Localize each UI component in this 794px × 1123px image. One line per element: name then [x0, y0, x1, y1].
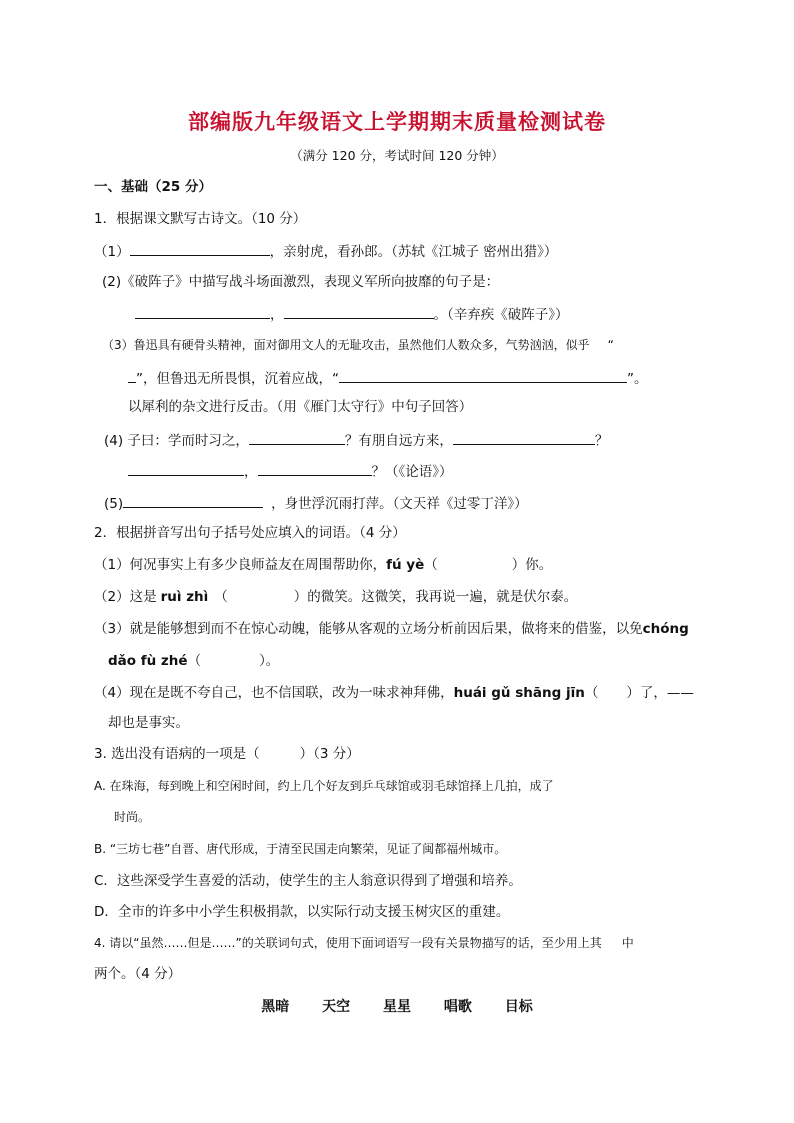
q1-item-3-line2	[128, 368, 648, 388]
separator: ，	[270, 307, 284, 323]
q2-item-4-line2: 却也是事实。	[108, 715, 189, 731]
answer-blank[interactable]	[123, 493, 263, 508]
bracket-open: （	[214, 589, 228, 605]
word-item: 黑暗	[261, 999, 290, 1015]
item-text: （1）何况事实上有多少良师益友在周围帮助你，	[94, 557, 387, 573]
q3-option-d: D．全市的许多中小学生积极捐款，以实际行动支援玉树灾区的重建。	[94, 904, 510, 920]
q2-item-3-line2	[108, 652, 279, 670]
answer-blank[interactable]	[128, 461, 244, 476]
item-text: 3. 选出没有语病的一项是（	[94, 746, 260, 762]
answer-blank[interactable]	[128, 368, 136, 383]
pinyin: chóng	[642, 621, 689, 637]
q3-option-b: B. “三坊七巷”自晋、唐代形成，于清至民国走向繁荣，见证了闽都福州城市。	[94, 842, 507, 856]
q1-item-3-line3: 以犀利的杂文进行反击。（用《雁门太守行》中句子回答）	[128, 399, 473, 415]
q1-item-5	[104, 493, 528, 513]
q1-item-4-line2	[128, 461, 453, 481]
q3-option-a: A. 在珠海，每到晚上和空闲时间，约上几个好友到乒乓球馆或羽毛球馆择上几拍，成了	[94, 779, 554, 793]
answer-blank[interactable]	[130, 241, 270, 256]
q2-item-4	[94, 684, 694, 702]
item-text: 中	[621, 936, 634, 950]
answer-blank[interactable]	[249, 430, 345, 445]
item-text: 。（辛弃疾《破阵子》）	[433, 307, 569, 323]
item-text: ，亲射虎，看孙郎。（苏轼《江城子 密州出猎》）	[269, 244, 558, 260]
item-text: ？有朋自远方来，	[344, 433, 453, 449]
item-text: （3）鲁迅具有硬骨头精神，面对御用文人的无耻攻击，虽然他们人数众多，气势汹汹，似乎	[102, 338, 590, 352]
q1-item-2-answer	[135, 304, 569, 324]
item-text: ，身世浮沉雨打萍。（文天祥《过零丁洋》）	[271, 496, 528, 512]
q3-option-a-line2: 时尚。	[114, 810, 151, 824]
item-text: （3）就是能够想到而不在惊心动魄，能够从客观的立场分析前因后果，做将来的借鉴，以免	[94, 621, 643, 637]
bracket-open: （	[424, 557, 438, 573]
q2-item-2	[94, 588, 577, 606]
item-number: (5)	[104, 496, 124, 512]
separator: ，	[244, 464, 258, 480]
q1-item-1	[94, 241, 557, 261]
word-item: 星星	[383, 999, 411, 1015]
word-item: 天空	[322, 999, 351, 1015]
pinyin: dǎo fù zhé	[108, 653, 188, 669]
bracket-open: （	[187, 653, 202, 669]
item-text: （2）这是	[94, 589, 157, 605]
q2-item-3	[94, 620, 689, 638]
item-text: ）的微笑。这微笑，我再说一遍，就是伏尔泰。	[293, 589, 578, 605]
item-text: ）。	[259, 653, 280, 669]
quote-mark: “	[607, 338, 614, 352]
item-text: ？	[594, 433, 609, 449]
word-item: 唱歌	[443, 999, 472, 1015]
answer-blank[interactable]	[453, 430, 595, 445]
answer-blank[interactable]	[339, 368, 627, 383]
q3-stem	[94, 745, 360, 763]
section-heading: 一、基础（25 分）	[94, 179, 212, 195]
bracket-open: （	[584, 685, 599, 701]
word-item: 目标	[504, 999, 533, 1015]
item-text: ）了，——	[626, 685, 694, 701]
pinyin: huái gǔ shāng jīn	[453, 685, 585, 701]
item-text: 4. 请以“虽然……但是……”的关联词句式，使用下面词语写一段有关景物描写的话，至少用上其	[94, 936, 602, 950]
item-text: ”，但鲁迅无所畏惧，沉着应战，“	[136, 371, 339, 387]
q4-stem-line2: 两个。（4 分）	[94, 966, 182, 982]
answer-blank[interactable]	[258, 461, 372, 476]
q2-stem: 2．根据拼音写出句子括号处应填入的词语。（4 分）	[94, 525, 406, 541]
q1-item-2: (2)《破阵子》中描写战斗场面激烈，表现义军所向披靡的句子是：	[102, 274, 500, 290]
pinyin: fú yè	[386, 557, 425, 573]
item-text: ”。	[627, 371, 648, 387]
answer-blank[interactable]	[135, 304, 270, 319]
exam-title: 部编版九年级语文上学期期末质量检测试卷	[188, 109, 606, 134]
q1-item-4	[104, 430, 608, 450]
pinyin: ruì zhì	[160, 589, 209, 605]
q4-word-list	[0, 996, 794, 1016]
item-text: ）（3 分）	[299, 746, 360, 762]
exam-subtitle: （满分 120 分，考试时间 120 分钟）	[290, 148, 504, 163]
q1-stem: 1．根据课文默写古诗文。（10 分）	[94, 211, 307, 227]
item-text: ？（《论语》）	[371, 464, 453, 480]
q1-item-3	[102, 336, 614, 354]
q3-option-c: C．这些深受学生喜爱的活动，使学生的主人翁意识得到了增强和培养。	[94, 873, 522, 889]
item-text: (4) 子曰：学而时习之，	[104, 433, 249, 449]
answer-blank[interactable]	[284, 304, 434, 319]
item-text: （4）现在是既不夸自己，也不信国联，改为一味求神拜佛，	[94, 685, 454, 701]
q2-item-1	[94, 556, 552, 574]
q4-stem	[94, 934, 634, 952]
item-text: ）你。	[511, 557, 553, 573]
item-number: （1）	[94, 244, 130, 260]
